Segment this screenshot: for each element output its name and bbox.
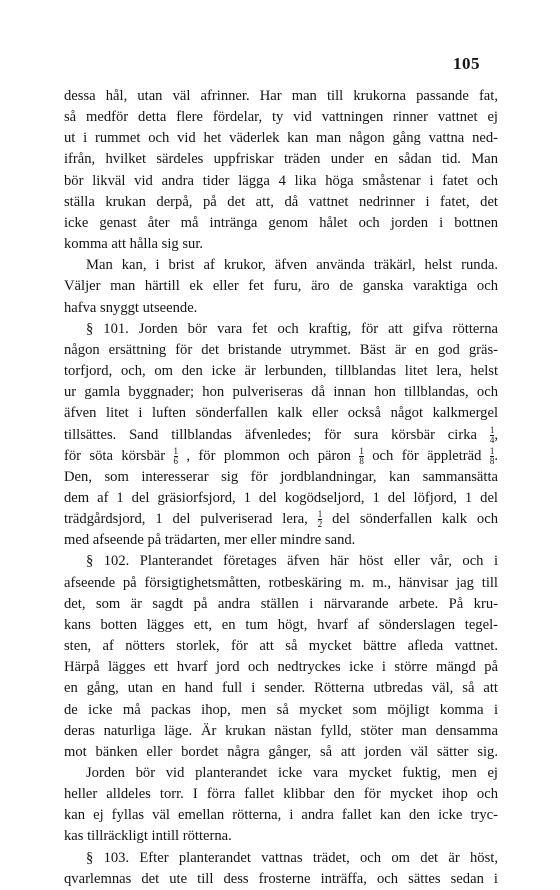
text-fragment: Den, som interesserar sig för jordblandningar, kan sammansätta: [64, 468, 498, 485]
text-line: [64, 700, 498, 721]
text-line: [64, 869, 498, 890]
text-line: [64, 403, 498, 424]
text-line: [64, 340, 498, 361]
text-fragment: de icke må packas ihop, men så mycket som möjligt komma i: [64, 701, 498, 718]
text-fragment: dem af 1 del gräsiorfsjord, 1 del kogödseljord, 1 del löfjord, 1 del: [64, 489, 498, 506]
text-line: [64, 128, 498, 149]
text-fragment: kans botten lägges ett, en tum högt, hvarf af sönderslagen tegel-: [64, 616, 498, 633]
text-fragment: kas tillräckligt intill rötterna.: [64, 828, 232, 845]
text-line: [64, 298, 498, 319]
text-fragment: afseende på försigtighetsmåtten, rotbeskäring m. m., hänvisar jag till: [64, 574, 498, 591]
text-fragment: .: [494, 447, 498, 464]
text-fragment: § 101. Jorden bör vara fet och kraftig, för att gifva rötterna: [86, 320, 498, 337]
text-line: [64, 149, 498, 170]
text-line: [64, 213, 498, 234]
text-line: [64, 192, 498, 213]
text-fragment: en gång, utan en hand full i sender. Rötterna utbredas väl, så att: [64, 680, 498, 697]
text-fragment: så medför detta flere fördelar, ty vid vattningen rinner vattnet ej: [64, 109, 498, 126]
text-line: [64, 171, 498, 192]
text-fragment: mot bänken eller bordet några gånger, så att jorden väl sätter sig.: [64, 743, 498, 760]
text-fragment: deras naturliga läge. Är krukan nästan fylld, stöter man densamma: [64, 722, 498, 739]
text-fragment: Jorden bör vid planterandet icke vara mycket fuktig, men ej: [86, 765, 498, 781]
text-fragment: det, som är sagdt på andra ställen i närvarande arbete. På kru-: [64, 595, 498, 612]
text-fragment: och för äppleträd: [363, 447, 490, 464]
text-fragment: heller alldeles torr. I förra fallet klibbar den för mycket ihop och: [64, 786, 498, 803]
text-fragment: Väljer man härtill ek eller fet furu, äro de ganska varaktiga och: [64, 278, 498, 295]
text-line: [64, 425, 498, 446]
text-line: [64, 86, 498, 107]
text-line: [64, 530, 498, 551]
text-fragment: Härpå lägges ett hvarf jord och nedtryckes icke i större mängd på: [64, 659, 498, 676]
fraction: $\frac{1}{8}$: [359, 445, 364, 466]
fraction: $\frac{1}{6}$: [173, 445, 178, 466]
text-line: [64, 721, 498, 742]
text-line: [64, 234, 498, 255]
text-fragment: någon ersättning för det bristande utrymmet. Bäst är en god gräs-: [64, 341, 498, 358]
text-fragment: dessa hål, utan väl afrinner. Har man till krukorna passande fat,: [64, 88, 498, 104]
text-fragment: sten, af nötters storlek, för att så mycket bättre afleda vattnet.: [64, 638, 498, 655]
text-fragment: tillsättes. Sand tillblandas äfvenledes; för sura körsbär cirka: [64, 426, 490, 443]
text-line: [64, 763, 498, 784]
text-fragment: bör likväl vid andra tider lägga 4 lika höga småstenar i fatet och: [64, 172, 498, 189]
text-fragment: del sönderfallen kalk och: [322, 511, 498, 528]
text-fragment: § 102. Planterandet företages äfven här höst eller vår, och i: [86, 553, 498, 570]
text-line: [64, 488, 498, 509]
text-line: [64, 805, 498, 826]
text-fragment: icke genast åter må inträngа genom hålet och jorden i bottnen: [64, 214, 498, 231]
text-fragment: ifrån, hvilket särdeles uppfriskar träden under en sådan tid. Man: [64, 151, 498, 168]
text-line: [64, 276, 498, 297]
text-fragment: ur gamla byggnader; hon pulveriseras då innan hon tillblandas, och: [64, 384, 498, 401]
text-fragment: äfven litet i luften sönderfallen kalk eller också något kalkmergel: [64, 405, 498, 422]
text-line: [64, 636, 498, 657]
text-line: [64, 446, 498, 467]
text-line: [64, 107, 498, 128]
text-fragment: ställa krukan derpå, på det att, då vattnet nedrinner i fatet, det: [64, 193, 498, 210]
text-line: [64, 382, 498, 403]
text-line: [64, 615, 498, 636]
text-line: [64, 573, 498, 594]
text-line: [64, 594, 498, 615]
text-line: [64, 467, 498, 488]
text-fragment: kan ej fyllas väl emellan rötterna, i andra fallet kan den icke tryc-: [64, 807, 498, 824]
text-line: [64, 784, 498, 805]
text-line: [64, 319, 498, 340]
text-fragment: qvarlemnas det ute till dess frosterne inträffa, och sättes sedan i: [64, 870, 498, 887]
fraction: $\frac{1}{8}$: [489, 445, 495, 466]
text-fragment: Man kan, i brist af krukor, äfven använda träkärl, helst runda.: [86, 257, 498, 274]
text-fragment: med afseende på trädarten, mer eller mindre sand.: [64, 532, 356, 549]
text-fragment: för söta körsbär: [64, 447, 174, 464]
text-fragment: trädgårdsjord, 1 del pulveriserad lera,: [64, 511, 318, 528]
text-line: [64, 848, 498, 869]
fraction: $\frac{1}{2}$: [317, 509, 323, 530]
text-fragment: torfjord, och, om den icke är lerbunden, tillblandas litet lera, helst: [64, 363, 498, 380]
text-fragment: komma att hålla sig sur.: [64, 236, 204, 253]
page-number: 105: [453, 54, 480, 73]
text-fragment: ,: [494, 426, 498, 443]
text-fragment: § 103. Efter planterandet vattnas trädet, och om det är höst,: [86, 849, 498, 866]
text-line: [64, 255, 498, 276]
text-fragment: , för plommon och päron: [178, 447, 360, 464]
text-line: [64, 742, 498, 763]
text-fragment: ut i rummet och vid het väderlek kan man någon gång vattna ned-: [64, 130, 498, 147]
text-line: [64, 826, 498, 847]
text-line: [64, 551, 498, 572]
body-text: [64, 86, 498, 890]
text-line: [64, 678, 498, 699]
text-fragment: hafva snyggt utseende.: [64, 299, 198, 316]
text-line: [64, 361, 498, 382]
fraction: $\frac{1}{4}$: [489, 424, 495, 445]
text-line: [64, 509, 498, 530]
text-line: [64, 657, 498, 678]
